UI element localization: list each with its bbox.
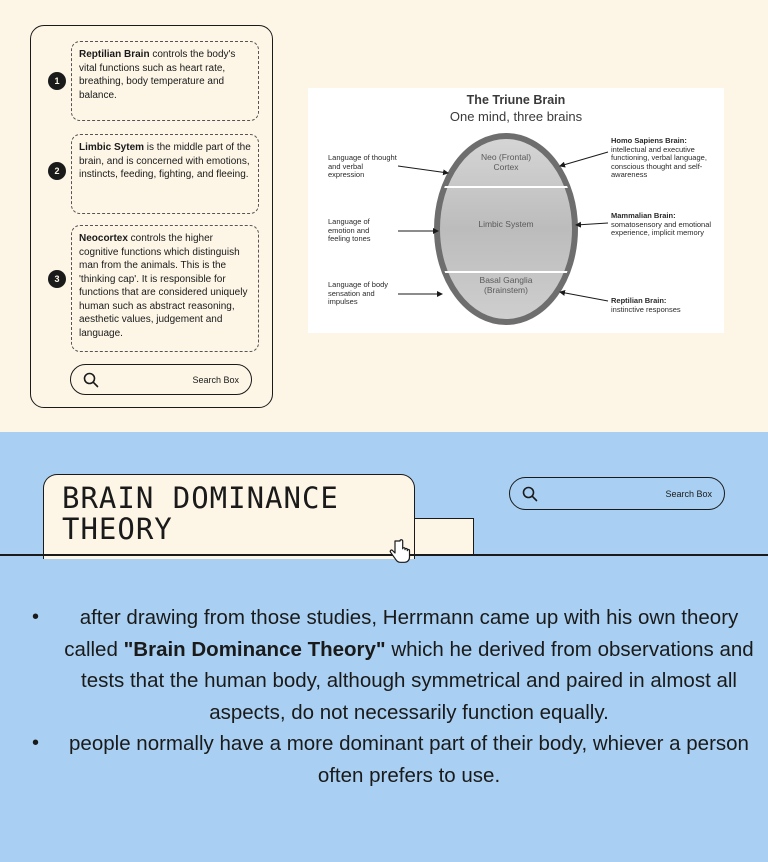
card-heading: Neocortex bbox=[79, 233, 128, 244]
info-card-reptilian bbox=[71, 41, 259, 121]
search-icon bbox=[83, 372, 99, 388]
region-limbic: Limbic System bbox=[478, 219, 534, 229]
left-label-emotion: Language of emotion and feeling tones bbox=[328, 217, 371, 243]
pointer-hand-icon bbox=[388, 538, 414, 568]
search-label: Search Box bbox=[665, 488, 712, 499]
triune-brain-diagram bbox=[308, 88, 724, 333]
bullet-list bbox=[30, 602, 760, 791]
bullet-text: which he derived from observations and tests that the human body, although symmetrical and paired in almost all aspects, do not necessarily function equally. bbox=[81, 637, 754, 724]
label-heading: Reptilian Brain: bbox=[611, 296, 667, 305]
bullet-text: people normally have a more dominant part of their body, whiever a person often prefers to use. bbox=[69, 732, 749, 787]
info-card-limbic bbox=[71, 134, 259, 214]
page-title: BRAIN DOMINANCE THEORY bbox=[62, 481, 339, 546]
bullet-bold-text: "Brain Dominance Theory" bbox=[123, 637, 386, 661]
list-item bbox=[30, 728, 760, 791]
card-text: is the middle part of the brain, and is concerned with emotions, instincts, feeding, fighting, and fleeing. bbox=[79, 142, 251, 180]
info-card-neocortex bbox=[71, 225, 259, 352]
step-badge-1: 1 bbox=[48, 72, 66, 90]
title-card-tab bbox=[412, 518, 474, 556]
right-label-mammalian bbox=[611, 212, 723, 238]
card-heading: Reptilian Brain bbox=[79, 49, 150, 60]
right-label-reptilian bbox=[611, 297, 723, 314]
title-card bbox=[43, 474, 415, 559]
card-text: controls the higher cognitive functions which distinguish man from the animals. This is the 'thinking cap'. It is responsible for functions that are considered uniquely human such as abstract reasoning, aesthetic values, judgement and language. bbox=[79, 233, 248, 339]
label-text: somatosensory and emotional experience, implicit memory bbox=[611, 219, 712, 237]
card-heading: Limbic Sytem bbox=[79, 142, 145, 153]
phone-mockup bbox=[30, 25, 273, 408]
phone-search-box[interactable] bbox=[70, 364, 252, 395]
section-divider bbox=[0, 554, 768, 556]
left-label-thought: Language of thought and verbal expression bbox=[328, 153, 397, 179]
bullet-text: after drawing from those studies, Herrmann came up with his own theory called bbox=[64, 606, 739, 661]
label-heading: Homo Sapiens Brain: bbox=[611, 136, 687, 145]
right-label-homo-sapiens bbox=[611, 137, 723, 180]
left-label-body: Language of body sensation and impulses bbox=[328, 280, 389, 306]
card-text: controls the body's vital functions such as heart rate, breathing, body temperature and balance. bbox=[79, 49, 236, 101]
step-badge-2: 2 bbox=[48, 162, 66, 180]
list-item bbox=[30, 602, 760, 728]
label-text: intellectual and executive functioning, verbal language, conscious thought and self-awareness bbox=[611, 144, 707, 179]
diagram-title: The Triune Brain bbox=[466, 93, 566, 107]
label-heading: Mammalian Brain: bbox=[611, 211, 676, 220]
label-text: instinctive responses bbox=[611, 304, 681, 314]
search-label: Search Box bbox=[192, 374, 239, 385]
region-neocortex: Neo (Frontal) Cortex bbox=[480, 152, 532, 172]
search-icon bbox=[522, 486, 538, 502]
region-basal-ganglia: Basal Ganglia (Brainstem) bbox=[479, 275, 533, 295]
step-badge-3: 3 bbox=[48, 270, 66, 288]
diagram-subtitle: One mind, three brains bbox=[449, 109, 583, 124]
header-search-box[interactable] bbox=[509, 477, 725, 510]
